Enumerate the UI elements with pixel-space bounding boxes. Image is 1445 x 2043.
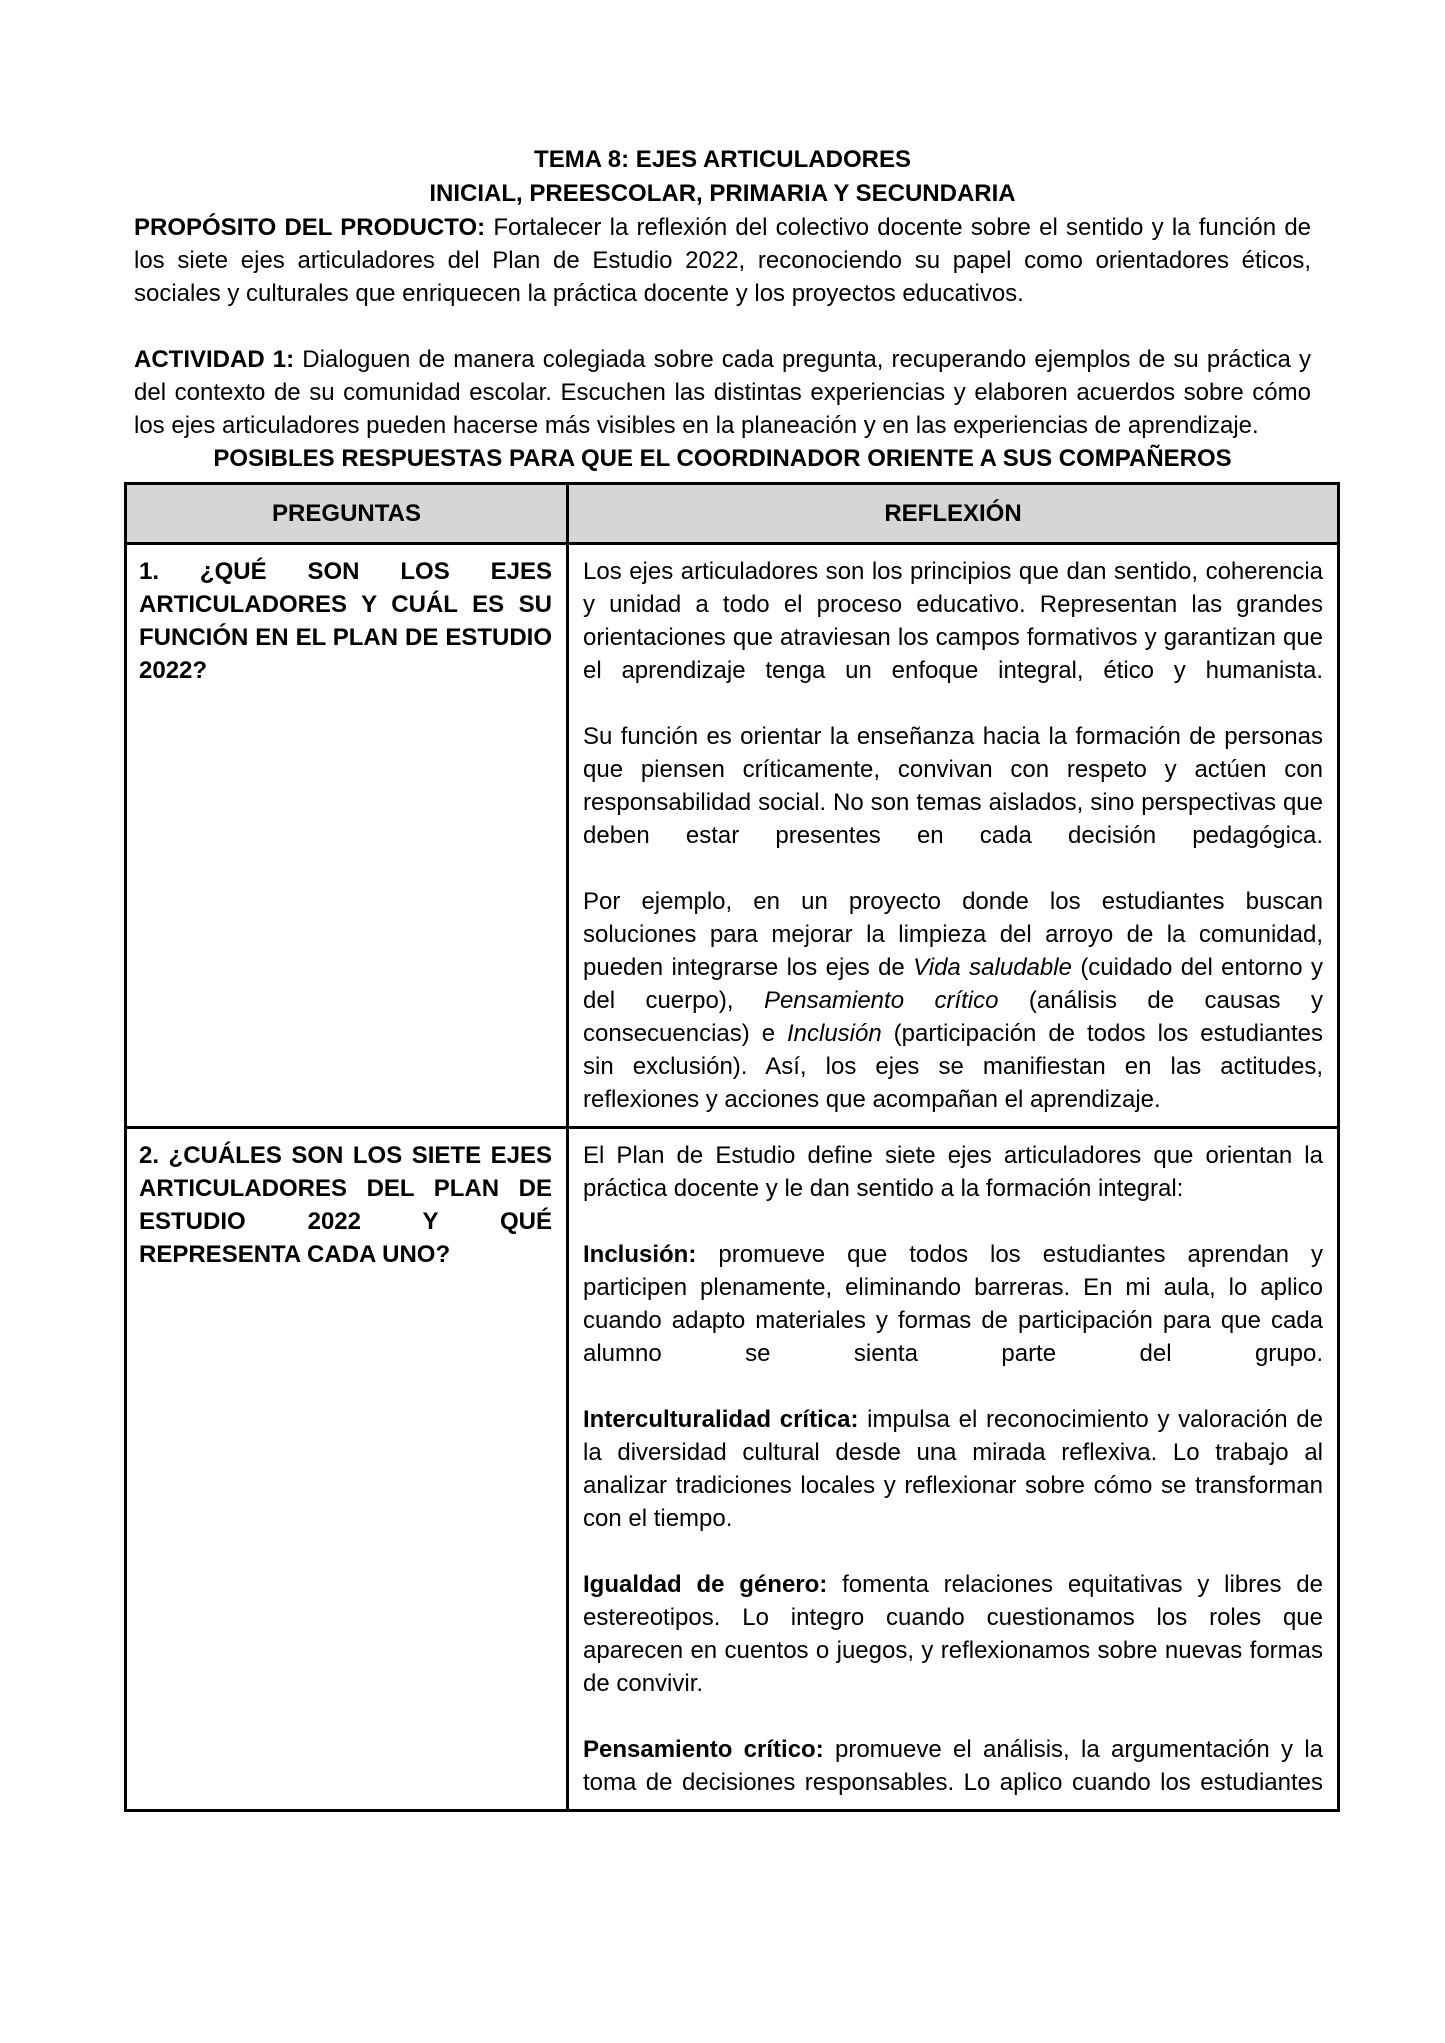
column-header-preguntas: PREGUNTAS (126, 484, 568, 544)
qa-table (124, 482, 1340, 1812)
actividad-text: Dialoguen de manera colegiada sobre cada pregunta, recuperando ejemplos de su práctica y del contexto de su comunidad escolar. Escuchen las distintas experiencias y elaboren acuerdos sobre cómo los ejes articuladores pueden hacerse más visibles en la planeación y en las experiencias de aprendizaje. (134, 346, 1311, 439)
reflection-paragraph: Igualdad de género: fomenta relaciones equitativas y libres de estereotipos. Lo integro cuando cuestionamos los roles que aparecen en cuentos o juegos, y reflexionamos sobre nuevas formas de convivir. (583, 1571, 1323, 1697)
proposito-paragraph (134, 211, 1311, 310)
reflection-paragraph: Pensamiento crítico: promueve el análisis, la argumentación y la toma de decisiones responsables. Lo aplico cuando los estudiantes (583, 1736, 1324, 1796)
document-title: TEMA 8: EJES ARTICULADORES (534, 146, 911, 173)
proposito-label: PROPÓSITO DEL PRODUCTO: (134, 214, 486, 241)
column-header-reflexion: REFLEXIÓN (568, 484, 1339, 544)
proposito-text: Fortalecer la reflexión del colectivo docente sobre el sentido y la función de los siete ejes articuladores del Plan de Estudio 2022, reconociendo su papel como orientadores éticos, sociales y culturales que enriquecen la práctica docente y los proyectos educativos. (134, 214, 1312, 307)
reflection-paragraph: Su función es orientar la enseñanza hacia la formación de personas que piensen críticamente, convivan con respeto y actúen con responsabilidad social. No son temas aislados, sino perspectivas que deben estar presentes en cada decisión pedagógica. (583, 723, 1323, 849)
actividad-label: ACTIVIDAD 1: (134, 346, 295, 373)
question-cell (126, 544, 568, 1128)
reflection-paragraph: El Plan de Estudio define siete ejes articuladores que orientan la práctica docente y le dan sentido a la formación integral: (583, 1142, 1323, 1202)
document-content (134, 143, 1311, 475)
reflection-paragraph: Los ejes articuladores son los principios que dan sentido, coherencia y unidad a todo el proceso educativo. Representan las grandes orientaciones que atraviesan los campos formativos y garantizan que el aprendizaje tenga un enfoque integral, ético y humanista. (583, 558, 1323, 684)
table-row (126, 1128, 1339, 1811)
question-text: 2. ¿CUÁLES SON LOS SIETE EJES ARTICULADORES DEL PLAN DE ESTUDIO 2022 Y QUÉ REPRESENTA CADA UNO? (139, 1142, 552, 1268)
reflection-paragraph: Inclusión: promueve que todos los estudiantes aprendan y participen plenamente, eliminando barreras. En mi aula, lo aplico cuando adapto materiales y formas de participación para que cada alumno se sienta parte del grupo. (583, 1241, 1323, 1367)
table-caption: POSIBLES RESPUESTAS PARA QUE EL COORDINADOR ORIENTE A SUS COMPAÑEROS (213, 445, 1232, 472)
reflection-cell (568, 1128, 1339, 1811)
reflection-paragraph: Interculturalidad crítica: impulsa el reconocimiento y valoración de la diversidad cultural desde una mirada reflexiva. Lo trabajo al analizar tradiciones locales y reflexionar sobre cómo se transforman con el tiempo. (583, 1406, 1323, 1532)
document-subtitle: INICIAL, PREESCOLAR, PRIMARIA Y SECUNDARIA (429, 180, 1016, 207)
table-header-row (126, 484, 1339, 544)
question-cell (126, 1128, 568, 1811)
actividad-paragraph (134, 343, 1311, 442)
question-text: 1. ¿QUÉ SON LOS EJES ARTICULADORES Y CUÁL ES SU FUNCIÓN EN EL PLAN DE ESTUDIO 2022? (139, 558, 552, 684)
reflection-paragraph: Por ejemplo, en un proyecto donde los estudiantes buscan soluciones para mejorar la limpieza del arroyo de la comunidad, pueden integrarse los ejes de Vida saludable (cuidado del entorno y del cuerpo), Pensamiento crítico (análisis de causas y consecuencias) e Inclusión (participación de todos los estudiantes sin exclusión). Así, los ejes se manifiestan en las actitudes, reflexiones y acciones que acompañan el aprendizaje. (583, 888, 1323, 1113)
table-row (126, 544, 1339, 1128)
reflection-cell (568, 544, 1339, 1128)
